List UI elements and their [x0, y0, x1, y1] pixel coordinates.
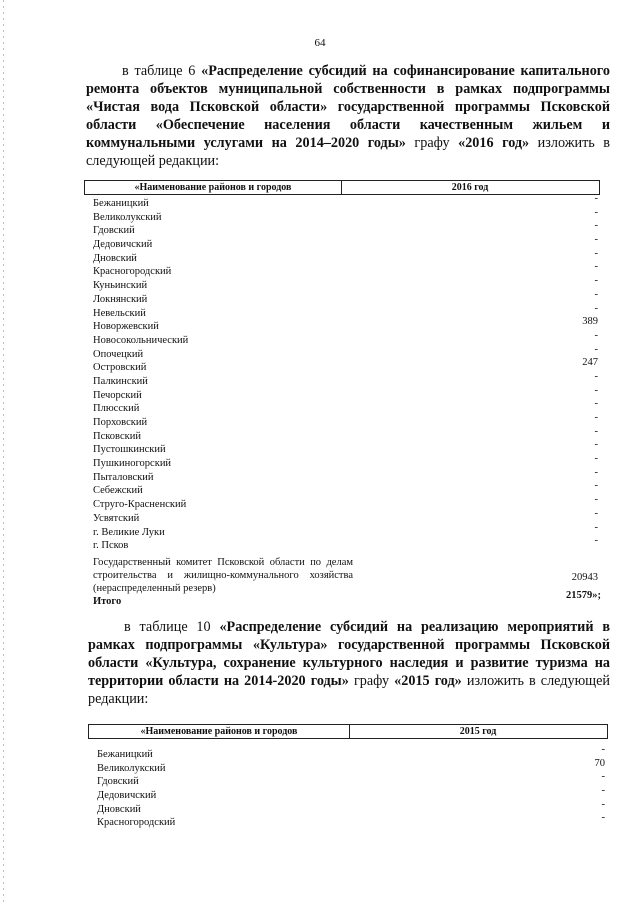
row-value: -	[594, 466, 598, 478]
row-name: Плюсский	[93, 403, 140, 415]
para2-tail: изложить в следующей редакции:	[88, 673, 610, 707]
row-name: Порховский	[93, 417, 148, 428]
total-row	[93, 589, 601, 609]
paragraph-table-10	[88, 618, 610, 708]
row-value: -	[594, 193, 598, 204]
row-name: Новосокольнический	[93, 334, 189, 346]
table-row	[97, 757, 605, 776]
committee-row	[93, 556, 598, 595]
table-row	[93, 206, 598, 225]
row-name: г. Великие Луки	[93, 526, 165, 538]
table2-header-year: 2015 год	[459, 726, 497, 737]
row-name: Островский	[93, 362, 147, 374]
table-row	[93, 261, 598, 279]
row-name: Струго-Красненский	[93, 499, 187, 511]
row-name: Новоржевский	[93, 321, 159, 333]
table-row	[93, 439, 598, 457]
para1-lead: в таблице 6	[122, 63, 202, 79]
row-value: -	[594, 343, 598, 355]
row-name: Пыталовский	[93, 471, 154, 483]
row-value: -	[594, 439, 598, 451]
row-value: -	[594, 412, 598, 423]
row-name: Дновский	[97, 803, 141, 815]
para2-mid: графу	[348, 673, 395, 689]
row-value: -	[601, 785, 605, 797]
table-row	[93, 302, 598, 321]
row-value: -	[594, 220, 598, 232]
row-name: Псковский	[93, 430, 141, 442]
table-row	[93, 521, 598, 540]
para2-lead: в таблице 10	[124, 619, 220, 635]
table-row	[93, 453, 598, 471]
row-value: -	[601, 744, 605, 755]
row-name: Локнянский	[93, 293, 148, 305]
row-value: -	[594, 494, 598, 506]
table-row	[93, 507, 598, 526]
row-value: -	[594, 480, 598, 492]
row-value: -	[594, 453, 598, 465]
table-row	[93, 275, 598, 293]
total-value: 21579»;	[566, 589, 601, 601]
table2-header	[88, 724, 608, 739]
committee-name: Государственный комитет Псковской области по делам строительства и жилищно-коммунального хозяйства (нераспределенный резерв)	[93, 556, 353, 594]
row-value: 247	[582, 357, 598, 369]
row-name: Дедовичский	[93, 239, 153, 251]
row-name: Опочецкий	[93, 348, 144, 360]
table-row	[93, 398, 598, 416]
row-name: Себежский	[93, 485, 143, 497]
row-value: -	[601, 798, 605, 810]
row-value: -	[594, 329, 598, 341]
scan-margin-line	[3, 0, 4, 905]
row-value: -	[601, 771, 605, 783]
row-name: Печорский	[93, 389, 142, 401]
para1-mid: графу	[405, 135, 459, 151]
row-name: Невельский	[93, 307, 146, 319]
row-name: Гдовский	[93, 225, 135, 237]
row-value: -	[601, 812, 605, 824]
row-name: Бежаницкий	[93, 198, 149, 209]
table-row	[93, 412, 598, 430]
table-row	[93, 357, 598, 375]
row-name: Дедовичский	[97, 790, 157, 802]
row-name: Пустошкинский	[93, 444, 166, 456]
page-number: 64	[314, 37, 326, 49]
row-name: Палкинский	[93, 375, 148, 387]
row-value: -	[594, 261, 598, 273]
table-row	[93, 247, 598, 266]
table1-header-name: «Наименование районов и городов	[85, 181, 342, 194]
para1-column: «2016 год»	[458, 135, 530, 151]
table-row	[93, 220, 598, 238]
paragraph-table-6	[86, 62, 610, 170]
table-row	[93, 329, 598, 348]
table-row	[93, 480, 598, 498]
row-name: Усвятский	[93, 512, 140, 524]
row-value: -	[594, 206, 598, 218]
table-row	[93, 384, 598, 403]
table-row	[93, 494, 598, 512]
row-value: -	[594, 288, 598, 300]
row-name: Великолукский	[97, 762, 166, 774]
table-row	[93, 234, 598, 252]
para2-column: «2015 год»	[394, 673, 462, 689]
row-name: Пушкиногорский	[93, 458, 172, 470]
row-name: г. Псков	[93, 540, 129, 552]
row-value: -	[594, 398, 598, 410]
row-name: Дновский	[93, 252, 137, 264]
table-row	[93, 370, 598, 389]
table-row	[97, 785, 605, 803]
row-value: -	[594, 507, 598, 519]
row-value: 70	[594, 757, 605, 769]
table-row	[93, 193, 598, 211]
row-value: -	[594, 234, 598, 246]
row-value: -	[594, 247, 598, 259]
table-row	[93, 466, 598, 485]
table-row	[97, 798, 605, 817]
row-value: -	[594, 384, 598, 396]
table2-header-name: «Наименование районов и городов	[89, 725, 350, 738]
row-value: -	[594, 425, 598, 437]
table-row	[93, 535, 598, 553]
row-value: -	[594, 535, 598, 547]
total-label: Итого	[93, 595, 122, 607]
row-name: Гдовский	[97, 776, 139, 788]
row-name: Великолукский	[93, 211, 162, 223]
table-row	[93, 425, 598, 444]
table-row	[93, 316, 598, 334]
row-name: Красногородский	[93, 266, 172, 278]
row-name: Куньинский	[93, 280, 148, 292]
row-value: -	[594, 370, 598, 382]
row-name: Бежаницкий	[97, 749, 153, 760]
table-row	[97, 771, 605, 789]
table1-rows	[93, 193, 601, 609]
row-value: 389	[582, 316, 598, 328]
para1-tail: изложить в следующей редакции:	[86, 135, 610, 169]
table-row	[93, 288, 598, 307]
table2-rows	[97, 744, 605, 830]
table-row	[97, 812, 605, 830]
row-value: -	[594, 521, 598, 533]
row-name: Красногородский	[97, 817, 176, 829]
committee-value: 20943	[571, 571, 598, 583]
table-row	[97, 744, 605, 762]
row-value: -	[594, 275, 598, 287]
row-value: -	[594, 302, 598, 314]
table-row	[93, 343, 598, 362]
table1-header-year: 2016 год	[451, 182, 489, 193]
table1-header	[84, 180, 600, 195]
para1-title: «Распределение субсидий на софинансирование капитального ремонта объектов муниципальной собственности в рамках подпрограммы «Чистая вода Псковской области» государственной программы Псковской области «Обеспечение населения области качественным жильем и коммунальными услугами на 2014–2020 годы»	[86, 63, 610, 151]
para2-title: «Распределение субсидий на реализацию мероприятий в рамках подпрограммы «Культура» государственной программы Псковской области «Культура, сохранение культурного наследия и развитие туризма на территории области на 2014-2020 годы»	[88, 619, 610, 689]
